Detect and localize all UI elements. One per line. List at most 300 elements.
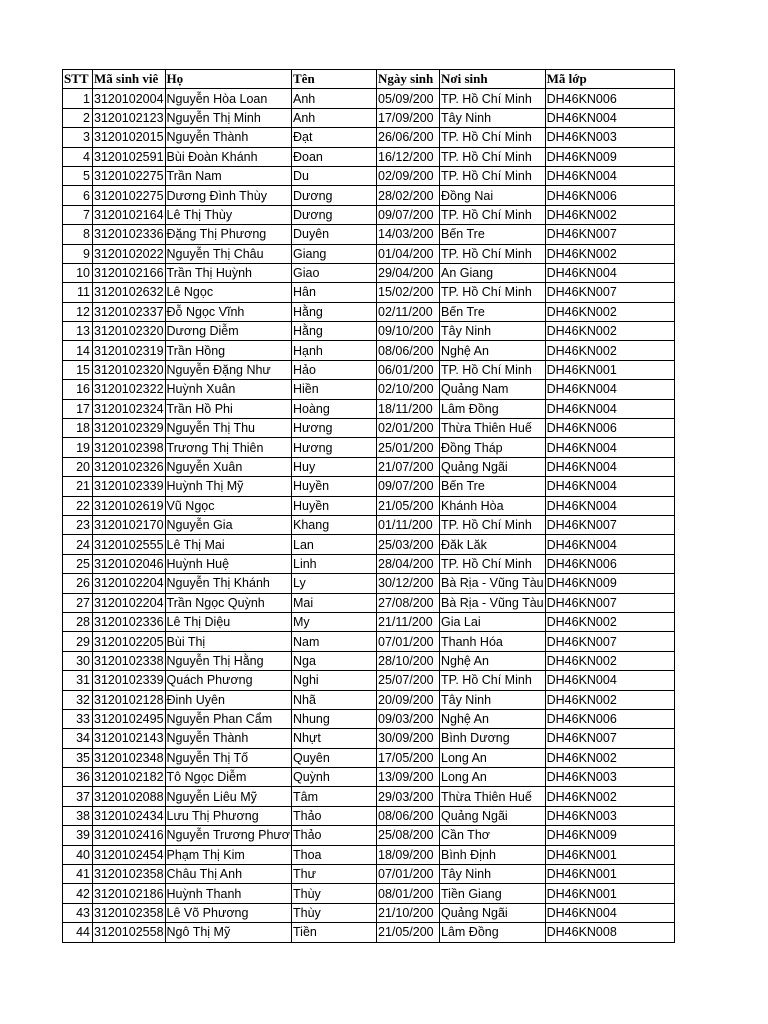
cell-stt: 42 bbox=[63, 884, 93, 903]
cell-birth-date: 16/12/200 bbox=[377, 147, 440, 166]
cell-student-id: 3120102182 bbox=[93, 768, 166, 787]
cell-birth-date: 20/09/200 bbox=[377, 690, 440, 709]
cell-birth-place: Gia Lai bbox=[440, 612, 546, 631]
cell-last-name: Trần Hồ Phi bbox=[165, 399, 291, 418]
cell-student-id: 3120102320 bbox=[93, 360, 166, 379]
cell-last-name: Nguyễn Trương Phươ bbox=[165, 826, 291, 845]
table-row bbox=[63, 496, 675, 515]
cell-class-code: DH46KN002 bbox=[545, 322, 674, 341]
cell-class-code: DH46KN002 bbox=[545, 612, 674, 631]
cell-birth-date: 02/11/200 bbox=[377, 302, 440, 321]
cell-birth-date: 29/03/200 bbox=[377, 787, 440, 806]
cell-birth-place: Thừa Thiên Huế bbox=[440, 419, 546, 438]
cell-first-name: Thùy bbox=[292, 884, 377, 903]
cell-stt: 33 bbox=[63, 709, 93, 728]
cell-birth-place: Nghệ An bbox=[440, 341, 546, 360]
cell-last-name: Quách Phương bbox=[165, 671, 291, 690]
cell-student-id: 3120102004 bbox=[93, 89, 166, 108]
cell-birth-place: Quảng Ngãi bbox=[440, 806, 546, 825]
table-row bbox=[63, 419, 675, 438]
cell-birth-date: 29/04/200 bbox=[377, 263, 440, 282]
cell-first-name: Hoàng bbox=[292, 399, 377, 418]
cell-student-id: 3120102128 bbox=[93, 690, 166, 709]
cell-first-name: Huy bbox=[292, 457, 377, 476]
cell-last-name: Huỳnh Xuân bbox=[165, 380, 291, 399]
cell-last-name: Huỳnh Thị Mỹ bbox=[165, 477, 291, 496]
cell-last-name: Trần Ngọc Quỳnh bbox=[165, 593, 291, 612]
header-row bbox=[63, 70, 675, 89]
cell-class-code: DH46KN008 bbox=[545, 923, 674, 942]
cell-student-id: 3120102170 bbox=[93, 515, 166, 534]
cell-student-id: 3120102339 bbox=[93, 477, 166, 496]
cell-student-id: 3120102495 bbox=[93, 709, 166, 728]
cell-class-code: DH46KN002 bbox=[545, 205, 674, 224]
cell-first-name: My bbox=[292, 612, 377, 631]
cell-class-code: DH46KN006 bbox=[545, 89, 674, 108]
cell-student-id: 3120102322 bbox=[93, 380, 166, 399]
header-student-id: Mã sinh viê bbox=[93, 70, 166, 89]
cell-stt: 32 bbox=[63, 690, 93, 709]
cell-stt: 38 bbox=[63, 806, 93, 825]
table-row bbox=[63, 225, 675, 244]
cell-last-name: Nguyễn Thành bbox=[165, 729, 291, 748]
cell-birth-date: 08/06/200 bbox=[377, 806, 440, 825]
cell-birth-date: 21/05/200 bbox=[377, 923, 440, 942]
cell-last-name: Nguyễn Thành bbox=[165, 128, 291, 147]
cell-first-name: Khang bbox=[292, 515, 377, 534]
cell-stt: 23 bbox=[63, 515, 93, 534]
cell-stt: 28 bbox=[63, 612, 93, 631]
cell-first-name: Thảo bbox=[292, 826, 377, 845]
cell-birth-place: TP. Hồ Chí Minh bbox=[440, 671, 546, 690]
cell-stt: 14 bbox=[63, 341, 93, 360]
cell-student-id: 3120102123 bbox=[93, 108, 166, 127]
cell-stt: 9 bbox=[63, 244, 93, 263]
cell-last-name: Nguyễn Đặng Như bbox=[165, 360, 291, 379]
cell-birth-date: 07/01/200 bbox=[377, 865, 440, 884]
cell-birth-date: 05/09/200 bbox=[377, 89, 440, 108]
cell-stt: 1 bbox=[63, 89, 93, 108]
cell-first-name: Nhựt bbox=[292, 729, 377, 748]
table-row bbox=[63, 709, 675, 728]
cell-student-id: 3120102319 bbox=[93, 341, 166, 360]
cell-stt: 44 bbox=[63, 923, 93, 942]
cell-first-name: Ly bbox=[292, 574, 377, 593]
cell-first-name: Nam bbox=[292, 632, 377, 651]
cell-first-name: Lan bbox=[292, 535, 377, 554]
cell-student-id: 3120102046 bbox=[93, 554, 166, 573]
cell-birth-date: 28/10/200 bbox=[377, 651, 440, 670]
cell-birth-date: 09/07/200 bbox=[377, 205, 440, 224]
cell-stt: 5 bbox=[63, 166, 93, 185]
cell-first-name: Thảo bbox=[292, 806, 377, 825]
cell-birth-place: Bình Dương bbox=[440, 729, 546, 748]
cell-stt: 3 bbox=[63, 128, 93, 147]
cell-birth-date: 25/01/200 bbox=[377, 438, 440, 457]
cell-last-name: Đỗ Ngọc Vĩnh bbox=[165, 302, 291, 321]
table-body bbox=[63, 89, 675, 942]
cell-birth-place: Quảng Nam bbox=[440, 380, 546, 399]
cell-class-code: DH46KN007 bbox=[545, 515, 674, 534]
cell-last-name: Bùi Thị bbox=[165, 632, 291, 651]
header-first-name: Tên bbox=[292, 70, 377, 89]
cell-first-name: Nghi bbox=[292, 671, 377, 690]
cell-last-name: Dương Đình Thùy bbox=[165, 186, 291, 205]
table-row bbox=[63, 884, 675, 903]
table-row bbox=[63, 923, 675, 942]
table-row bbox=[63, 826, 675, 845]
table-row bbox=[63, 380, 675, 399]
cell-birth-place: Tây Ninh bbox=[440, 322, 546, 341]
table-row bbox=[63, 593, 675, 612]
cell-class-code: DH46KN004 bbox=[545, 477, 674, 496]
cell-student-id: 3120102329 bbox=[93, 419, 166, 438]
cell-birth-date: 09/03/200 bbox=[377, 709, 440, 728]
cell-class-code: DH46KN006 bbox=[545, 554, 674, 573]
cell-birth-place: Lâm Đồng bbox=[440, 399, 546, 418]
cell-stt: 20 bbox=[63, 457, 93, 476]
cell-birth-date: 21/10/200 bbox=[377, 903, 440, 922]
cell-last-name: Bùi Đoàn Khánh bbox=[165, 147, 291, 166]
cell-stt: 7 bbox=[63, 205, 93, 224]
cell-student-id: 3120102555 bbox=[93, 535, 166, 554]
cell-last-name: Nguyễn Thị Khánh bbox=[165, 574, 291, 593]
cell-last-name: Đặng Thị Phương bbox=[165, 225, 291, 244]
cell-first-name: Thùy bbox=[292, 903, 377, 922]
cell-birth-place: Lâm Đồng bbox=[440, 923, 546, 942]
table-row bbox=[63, 186, 675, 205]
table-row bbox=[63, 612, 675, 631]
cell-birth-date: 17/09/200 bbox=[377, 108, 440, 127]
header-stt: STT bbox=[63, 70, 93, 89]
cell-birth-date: 21/05/200 bbox=[377, 496, 440, 515]
cell-student-id: 3120102205 bbox=[93, 632, 166, 651]
cell-class-code: DH46KN009 bbox=[545, 826, 674, 845]
cell-class-code: DH46KN004 bbox=[545, 903, 674, 922]
cell-student-id: 3120102591 bbox=[93, 147, 166, 166]
cell-birth-date: 09/07/200 bbox=[377, 477, 440, 496]
table-row bbox=[63, 438, 675, 457]
cell-last-name: Nguyễn Liêu Mỹ bbox=[165, 787, 291, 806]
cell-first-name: Hân bbox=[292, 283, 377, 302]
table-row bbox=[63, 574, 675, 593]
cell-first-name: Đạt bbox=[292, 128, 377, 147]
cell-student-id: 3120102558 bbox=[93, 923, 166, 942]
cell-student-id: 3120102619 bbox=[93, 496, 166, 515]
cell-class-code: DH46KN004 bbox=[545, 671, 674, 690]
cell-birth-date: 26/06/200 bbox=[377, 128, 440, 147]
cell-class-code: DH46KN004 bbox=[545, 108, 674, 127]
cell-student-id: 3120102632 bbox=[93, 283, 166, 302]
cell-first-name: Du bbox=[292, 166, 377, 185]
table-row bbox=[63, 147, 675, 166]
cell-student-id: 3120102204 bbox=[93, 593, 166, 612]
cell-class-code: DH46KN004 bbox=[545, 535, 674, 554]
cell-student-id: 3120102166 bbox=[93, 263, 166, 282]
cell-first-name: Nhã bbox=[292, 690, 377, 709]
cell-birth-date: 30/09/200 bbox=[377, 729, 440, 748]
cell-stt: 35 bbox=[63, 748, 93, 767]
table-row bbox=[63, 690, 675, 709]
cell-stt: 22 bbox=[63, 496, 93, 515]
cell-birth-date: 13/09/200 bbox=[377, 768, 440, 787]
cell-class-code: DH46KN003 bbox=[545, 128, 674, 147]
cell-stt: 31 bbox=[63, 671, 93, 690]
cell-last-name: Nguyễn Thị Châu bbox=[165, 244, 291, 263]
cell-student-id: 3120102454 bbox=[93, 845, 166, 864]
cell-last-name: Lê Thị Thùy bbox=[165, 205, 291, 224]
cell-last-name: Trương Thị Thiên bbox=[165, 438, 291, 457]
cell-class-code: DH46KN007 bbox=[545, 225, 674, 244]
table-row bbox=[63, 263, 675, 282]
cell-student-id: 3120102398 bbox=[93, 438, 166, 457]
cell-first-name: Nga bbox=[292, 651, 377, 670]
cell-birth-place: TP. Hồ Chí Minh bbox=[440, 283, 546, 302]
cell-first-name: Thoa bbox=[292, 845, 377, 864]
cell-student-id: 3120102275 bbox=[93, 186, 166, 205]
table-row bbox=[63, 787, 675, 806]
table-row bbox=[63, 89, 675, 108]
cell-first-name: Hiền bbox=[292, 380, 377, 399]
cell-class-code: DH46KN004 bbox=[545, 399, 674, 418]
cell-first-name: Tâm bbox=[292, 787, 377, 806]
cell-first-name: Giang bbox=[292, 244, 377, 263]
cell-birth-date: 21/07/200 bbox=[377, 457, 440, 476]
cell-birth-date: 15/02/200 bbox=[377, 283, 440, 302]
cell-class-code: DH46KN006 bbox=[545, 186, 674, 205]
cell-birth-date: 08/06/200 bbox=[377, 341, 440, 360]
cell-first-name: Hằng bbox=[292, 302, 377, 321]
cell-birth-place: Thanh Hóa bbox=[440, 632, 546, 651]
cell-student-id: 3120102015 bbox=[93, 128, 166, 147]
cell-last-name: Nguyễn Gia bbox=[165, 515, 291, 534]
header-birth-date: Ngày sinh bbox=[377, 70, 440, 89]
cell-last-name: Nguyễn Xuân bbox=[165, 457, 291, 476]
cell-birth-place: Tiền Giang bbox=[440, 884, 546, 903]
cell-last-name: Nguyễn Thị Thu bbox=[165, 419, 291, 438]
cell-stt: 39 bbox=[63, 826, 93, 845]
cell-last-name: Lê Võ Phương bbox=[165, 903, 291, 922]
cell-student-id: 3120102348 bbox=[93, 748, 166, 767]
header-class-code: Mã lớp bbox=[545, 70, 674, 89]
cell-first-name: Dương bbox=[292, 205, 377, 224]
table-row bbox=[63, 632, 675, 651]
cell-stt: 16 bbox=[63, 380, 93, 399]
cell-birth-place: Bà Rịa - Vũng Tàu bbox=[440, 574, 546, 593]
cell-first-name: Hạnh bbox=[292, 341, 377, 360]
cell-stt: 2 bbox=[63, 108, 93, 127]
table-row bbox=[63, 535, 675, 554]
cell-stt: 29 bbox=[63, 632, 93, 651]
cell-stt: 18 bbox=[63, 419, 93, 438]
cell-stt: 37 bbox=[63, 787, 93, 806]
cell-birth-date: 27/08/200 bbox=[377, 593, 440, 612]
table-row bbox=[63, 477, 675, 496]
cell-birth-place: Nghệ An bbox=[440, 709, 546, 728]
cell-birth-place: Bình Định bbox=[440, 845, 546, 864]
cell-class-code: DH46KN001 bbox=[545, 884, 674, 903]
cell-class-code: DH46KN002 bbox=[545, 651, 674, 670]
cell-class-code: DH46KN006 bbox=[545, 709, 674, 728]
cell-birth-place: An Giang bbox=[440, 263, 546, 282]
cell-class-code: DH46KN007 bbox=[545, 593, 674, 612]
cell-last-name: Phạm Thị Kim bbox=[165, 845, 291, 864]
cell-birth-place: TP. Hồ Chí Minh bbox=[440, 128, 546, 147]
cell-last-name: Trần Nam bbox=[165, 166, 291, 185]
cell-birth-place: Đồng Nai bbox=[440, 186, 546, 205]
cell-first-name: Dương bbox=[292, 186, 377, 205]
cell-birth-place: Long An bbox=[440, 768, 546, 787]
cell-last-name: Trần Hồng bbox=[165, 341, 291, 360]
cell-stt: 15 bbox=[63, 360, 93, 379]
cell-first-name: Linh bbox=[292, 554, 377, 573]
cell-birth-date: 17/05/200 bbox=[377, 748, 440, 767]
table-row bbox=[63, 554, 675, 573]
cell-stt: 43 bbox=[63, 903, 93, 922]
cell-last-name: Lưu Thị Phương bbox=[165, 806, 291, 825]
cell-first-name: Hương bbox=[292, 438, 377, 457]
cell-birth-place: Đăk Lăk bbox=[440, 535, 546, 554]
cell-first-name: Hằng bbox=[292, 322, 377, 341]
cell-first-name: Huyền bbox=[292, 496, 377, 515]
cell-stt: 8 bbox=[63, 225, 93, 244]
cell-student-id: 3120102186 bbox=[93, 884, 166, 903]
cell-birth-place: Tây Ninh bbox=[440, 108, 546, 127]
cell-birth-place: Thừa Thiên Huế bbox=[440, 787, 546, 806]
cell-first-name: Đoan bbox=[292, 147, 377, 166]
cell-birth-date: 02/01/200 bbox=[377, 419, 440, 438]
cell-class-code: DH46KN002 bbox=[545, 244, 674, 263]
cell-birth-place: Bến Tre bbox=[440, 225, 546, 244]
cell-first-name: Duyên bbox=[292, 225, 377, 244]
cell-first-name: Quyên bbox=[292, 748, 377, 767]
cell-birth-place: TP. Hồ Chí Minh bbox=[440, 147, 546, 166]
table-row bbox=[63, 806, 675, 825]
cell-last-name: Nguyễn Thị Tố bbox=[165, 748, 291, 767]
cell-stt: 12 bbox=[63, 302, 93, 321]
cell-birth-place: TP. Hồ Chí Minh bbox=[440, 360, 546, 379]
cell-last-name: Châu Thị Anh bbox=[165, 865, 291, 884]
table-row bbox=[63, 108, 675, 127]
cell-student-id: 3120102336 bbox=[93, 225, 166, 244]
cell-student-id: 3120102339 bbox=[93, 671, 166, 690]
cell-first-name: Thư bbox=[292, 865, 377, 884]
cell-birth-date: 02/10/200 bbox=[377, 380, 440, 399]
cell-birth-place: TP. Hồ Chí Minh bbox=[440, 244, 546, 263]
cell-first-name: Nhung bbox=[292, 709, 377, 728]
table-row bbox=[63, 399, 675, 418]
table-row bbox=[63, 515, 675, 534]
cell-birth-date: 25/07/200 bbox=[377, 671, 440, 690]
table-row bbox=[63, 729, 675, 748]
table-row bbox=[63, 166, 675, 185]
cell-student-id: 3120102164 bbox=[93, 205, 166, 224]
cell-birth-date: 30/12/200 bbox=[377, 574, 440, 593]
cell-last-name: Nguyễn Phan Cẩm bbox=[165, 709, 291, 728]
cell-first-name: Huyền bbox=[292, 477, 377, 496]
cell-first-name: Anh bbox=[292, 89, 377, 108]
cell-birth-place: Khánh Hòa bbox=[440, 496, 546, 515]
cell-class-code: DH46KN006 bbox=[545, 419, 674, 438]
cell-stt: 27 bbox=[63, 593, 93, 612]
cell-class-code: DH46KN007 bbox=[545, 283, 674, 302]
cell-last-name: Lê Ngọc bbox=[165, 283, 291, 302]
cell-birth-place: Bến Tre bbox=[440, 477, 546, 496]
cell-last-name: Nguyễn Thị Minh bbox=[165, 108, 291, 127]
cell-last-name: Lê Thị Mai bbox=[165, 535, 291, 554]
table-row bbox=[63, 845, 675, 864]
cell-class-code: DH46KN004 bbox=[545, 438, 674, 457]
header-last-name: Họ bbox=[165, 70, 291, 89]
cell-class-code: DH46KN002 bbox=[545, 787, 674, 806]
cell-birth-place: Tây Ninh bbox=[440, 865, 546, 884]
cell-birth-date: 18/11/200 bbox=[377, 399, 440, 418]
cell-class-code: DH46KN002 bbox=[545, 748, 674, 767]
table-row bbox=[63, 302, 675, 321]
cell-student-id: 3120102358 bbox=[93, 865, 166, 884]
cell-student-id: 3120102338 bbox=[93, 651, 166, 670]
cell-stt: 13 bbox=[63, 322, 93, 341]
cell-class-code: DH46KN004 bbox=[545, 380, 674, 399]
cell-birth-date: 01/11/200 bbox=[377, 515, 440, 534]
cell-student-id: 3120102326 bbox=[93, 457, 166, 476]
cell-stt: 36 bbox=[63, 768, 93, 787]
cell-student-id: 3120102275 bbox=[93, 166, 166, 185]
cell-class-code: DH46KN001 bbox=[545, 865, 674, 884]
table-row bbox=[63, 360, 675, 379]
cell-class-code: DH46KN001 bbox=[545, 845, 674, 864]
cell-class-code: DH46KN002 bbox=[545, 341, 674, 360]
cell-student-id: 3120102143 bbox=[93, 729, 166, 748]
cell-class-code: DH46KN004 bbox=[545, 166, 674, 185]
cell-class-code: DH46KN007 bbox=[545, 632, 674, 651]
cell-birth-place: Long An bbox=[440, 748, 546, 767]
cell-student-id: 3120102088 bbox=[93, 787, 166, 806]
cell-birth-place: Tây Ninh bbox=[440, 690, 546, 709]
table-row bbox=[63, 322, 675, 341]
table-row bbox=[63, 341, 675, 360]
table-row bbox=[63, 903, 675, 922]
cell-stt: 6 bbox=[63, 186, 93, 205]
cell-student-id: 3120102336 bbox=[93, 612, 166, 631]
cell-class-code: DH46KN004 bbox=[545, 496, 674, 515]
cell-stt: 25 bbox=[63, 554, 93, 573]
cell-class-code: DH46KN004 bbox=[545, 263, 674, 282]
cell-first-name: Hảo bbox=[292, 360, 377, 379]
table-row bbox=[63, 205, 675, 224]
cell-birth-date: 07/01/200 bbox=[377, 632, 440, 651]
cell-first-name: Anh bbox=[292, 108, 377, 127]
cell-student-id: 3120102416 bbox=[93, 826, 166, 845]
cell-birth-place: TP. Hồ Chí Minh bbox=[440, 166, 546, 185]
cell-birth-date: 28/02/200 bbox=[377, 186, 440, 205]
cell-last-name: Trần Thị Huỳnh bbox=[165, 263, 291, 282]
cell-birth-place: Quảng Ngãi bbox=[440, 457, 546, 476]
cell-stt: 26 bbox=[63, 574, 93, 593]
cell-first-name: Mai bbox=[292, 593, 377, 612]
cell-class-code: DH46KN009 bbox=[545, 147, 674, 166]
cell-birth-date: 25/08/200 bbox=[377, 826, 440, 845]
cell-student-id: 3120102358 bbox=[93, 903, 166, 922]
cell-birth-date: 08/01/200 bbox=[377, 884, 440, 903]
cell-stt: 10 bbox=[63, 263, 93, 282]
table-row bbox=[63, 768, 675, 787]
cell-birth-place: Nghệ An bbox=[440, 651, 546, 670]
cell-class-code: DH46KN002 bbox=[545, 690, 674, 709]
student-table bbox=[62, 69, 675, 943]
cell-birth-place: Quảng Ngãi bbox=[440, 903, 546, 922]
cell-birth-date: 06/01/200 bbox=[377, 360, 440, 379]
